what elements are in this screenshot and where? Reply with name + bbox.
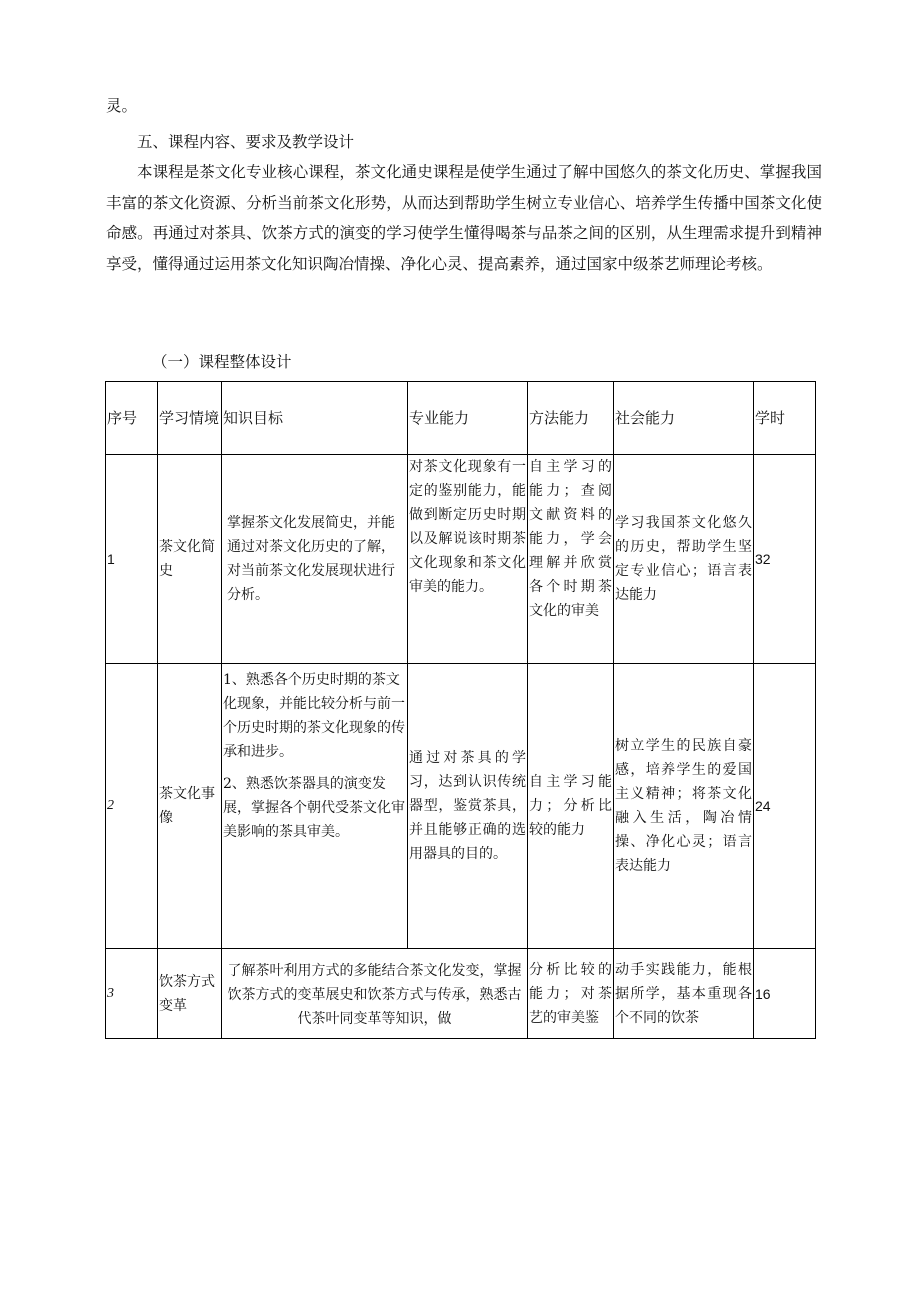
header-cell-method: 方法能力: [528, 382, 614, 455]
knowledge-paragraph: 掌握茶文化发展简史，并能通过对茶文化历史的了解，对当前茶文化发展现状进行分析。: [227, 515, 395, 603]
knowledge-paragraph: 2、熟悉饮茶器具的演变发展，掌握各个朝代受茶文化审美影响的茶具审美。: [223, 776, 405, 840]
table-row: [106, 664, 816, 949]
course-design-table: [105, 381, 816, 1039]
cell-knowledge-merged: 了解茶叶利用方式的多能结合茶文化发变，掌握饮茶方式的变革展史和饮茶方式与传承，熟悉古代茶叶同变革等知识，做: [222, 949, 528, 1039]
table-row: [106, 455, 816, 664]
cell-knowledge: [222, 455, 408, 664]
section-heading: 五、课程内容、要求及教学设计: [137, 133, 355, 151]
table-header-row: [106, 382, 816, 455]
cell-hours: 16: [754, 949, 816, 1039]
cell-situation: 茶文化事像: [158, 664, 222, 949]
cell-method: 自主学习能力；分析比较的能力: [528, 664, 614, 949]
subheading: （一）课程整体设计: [152, 353, 292, 371]
cell-hours: 32: [754, 455, 816, 664]
cell-situation: 茶文化简史: [158, 455, 222, 664]
cell-social: 动手实践能力，能根据所学，基本重现各个不同的饮茶: [614, 949, 754, 1039]
cell-seq: 1: [106, 455, 158, 664]
cell-method: 分析比较的能力；对茶艺的审美鉴: [528, 949, 614, 1039]
cell-seq: 3: [106, 949, 158, 1039]
cell-knowledge: [222, 664, 408, 949]
cell-situation: 饮茶方式变革: [158, 949, 222, 1039]
header-cell-situation: 学习情境: [158, 382, 222, 455]
header-cell-seq: 序号: [106, 382, 158, 455]
continuation-text: 灵。: [106, 97, 138, 115]
header-cell-professional: 专业能力: [408, 382, 528, 455]
cell-method: 自主学习的能力；查阅文献资料的能力，学会理解并欣赏各个时期茶文化的审美: [528, 455, 614, 664]
cell-professional: 通过对茶具的学习，达到认识传统器型，鉴赏茶具，并且能够正确的选用器具的目的。: [408, 664, 528, 949]
knowledge-paragraph: 1、熟悉各个历史时期的茶文化现象，并能比较分析与前一个历史时期的茶文化现象的传承和进步。: [223, 672, 405, 760]
header-cell-knowledge: 知识目标: [222, 382, 408, 455]
intro-paragraph: 本课程是茶文化专业核心课程，茶文化通史课程是使学生通过了解中国悠久的茶文化历史、掌握我国丰富的茶文化资源、分析当前茶文化形势，从而达到帮助学生树立专业信心、培养学生传播中国茶文化使命感。再通过对茶具、饮茶方式的演变的学习使学生懂得喝茶与品茶之间的区别，从生理需求提升到精神享受，懂得通过运用茶文化知识陶冶情操、净化心灵、提高素养，通过国家中级茶艺师理论考核。: [106, 163, 822, 273]
cell-hours: 24: [754, 664, 816, 949]
header-cell-social: 社会能力: [614, 382, 754, 455]
header-cell-hours: 学时: [754, 382, 816, 455]
table-row: [106, 949, 816, 1039]
cell-social: 树立学生的民族自豪感，培养学生的爱国主义精神；将茶文化融入生活，陶冶情操、净化心灵；语言表达能力: [614, 664, 754, 949]
cell-social: 学习我国茶文化悠久的历史，帮助学生坚定专业信心；语言表达能力: [614, 455, 754, 664]
cell-seq: 2: [106, 664, 158, 949]
cell-professional: 对茶文化现象有一定的鉴别能力，能做到断定历史时期以及解说该时期茶文化现象和茶文化审美的能力。: [408, 455, 528, 664]
